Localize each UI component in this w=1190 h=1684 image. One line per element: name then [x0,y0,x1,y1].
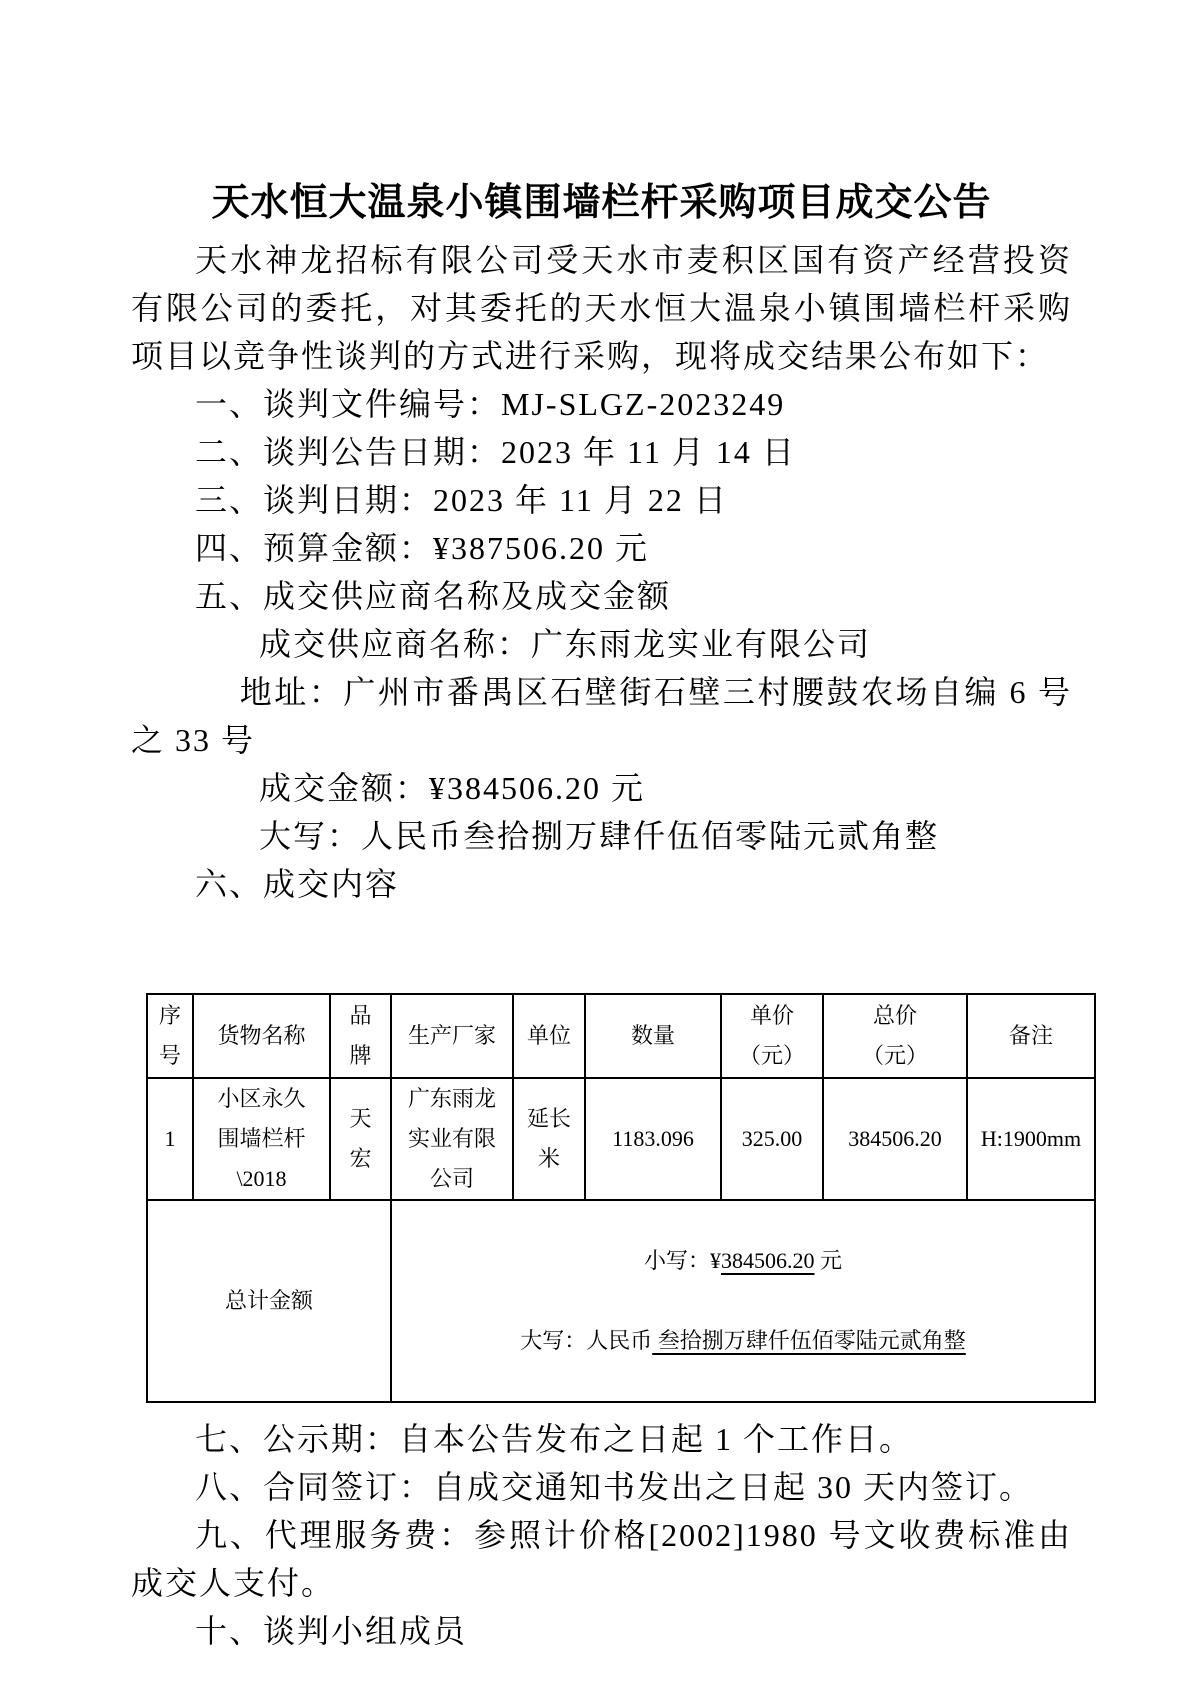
col-header-remark: 备注 [967,994,1095,1078]
closing-item-7: 七、公示期：自本公告发布之日起 1 个工作日。 [195,1421,914,1457]
supplier-name-line: 成交供应商名称：广东雨龙实业有限公司 [259,626,872,662]
supplier-address-line: 地址：广州市番禺区石壁街石壁三村腰鼓农场自编 6 号之 33 号 [131,674,1072,758]
closing-item-8: 八、合同签订：自成交通知书发出之日起 30 天内签订。 [195,1469,1034,1505]
list-item-3: 三、谈判日期：2023 年 11 月 22 日 [195,482,728,518]
total-small-suffix: 元 [814,1248,843,1273]
col-header-seq: 序 号 [147,994,193,1078]
cell-unit: 延长 米 [513,1078,585,1200]
table-row [147,1078,1095,1200]
list-item-2: 二、谈判公告日期：2023 年 11 月 14 日 [195,434,796,470]
list-item-4: 四、预算金额：¥387506.20 元 [195,530,650,566]
col-header-goods: 货物名称 [193,994,330,1078]
list-item-1: 一、谈判文件编号：MJ-SLGZ-2023249 [195,386,786,422]
list-item-5: 五、成交供应商名称及成交金额 [195,578,672,614]
total-words-prefix: 大写：人民币 [520,1328,653,1353]
intro-paragraph: 天水神龙招标有限公司受天水市麦积区国有资产经营投资有限公司的委托，对其委托的天水恒大温泉小镇围墙栏杆采购项目以竞争性谈判的方式进行采购，现将成交结果公布如下： [131,242,1072,374]
total-amount-figures-line [392,1241,1094,1281]
cell-remark: H:1900mm [967,1078,1095,1200]
cell-total-price: 384506.20 [823,1078,967,1200]
total-label-cell: 总计金额 [147,1200,391,1402]
cell-manufacturer: 广东雨龙 实业有限 公司 [391,1078,513,1200]
total-small-prefix: 小写：¥ [643,1248,721,1273]
col-header-quantity: 数量 [585,994,721,1078]
total-amount-words-line [392,1321,1094,1361]
closing-item-9: 九、代理服务费：参照计价格[2002]1980 号文收费标准由成交人支付。 [131,1517,1072,1601]
cell-brand: 天 宏 [330,1078,391,1200]
col-header-unit-price: 单价 （元） [721,994,823,1078]
table-header-row [147,994,1095,1078]
col-header-total-price: 总价 （元） [823,994,967,1078]
cell-seq: 1 [147,1078,193,1200]
supplier-amount-line: 成交金额：¥384506.20 元 [259,770,646,806]
page-title: 天水恒大温泉小镇围墙栏杆采购项目成交公告 [211,180,992,224]
col-header-brand: 品 牌 [330,994,391,1078]
supplier-amount-words-line: 大写：人民币叁拾捌万肆仟伍佰零陆元贰角整 [259,818,940,854]
section-six-heading: 六、成交内容 [195,866,400,902]
table-total-row [147,1200,1095,1402]
col-header-manufacturer: 生产厂家 [391,994,513,1078]
total-small-value: 384506.20 [721,1248,815,1273]
total-detail-cell [391,1200,1095,1402]
total-words-value: 叁拾捌万肆仟伍佰零陆元贰角整 [652,1328,966,1353]
closing-item-10: 十、谈判小组成员 [195,1613,468,1649]
cell-unit-price: 325.00 [721,1078,823,1200]
cell-goods: 小区永久 围墙栏杆 \2018 [193,1078,330,1200]
col-header-unit: 单位 [513,994,585,1078]
cell-quantity: 1183.096 [585,1078,721,1200]
deal-content-table [146,993,1096,1403]
